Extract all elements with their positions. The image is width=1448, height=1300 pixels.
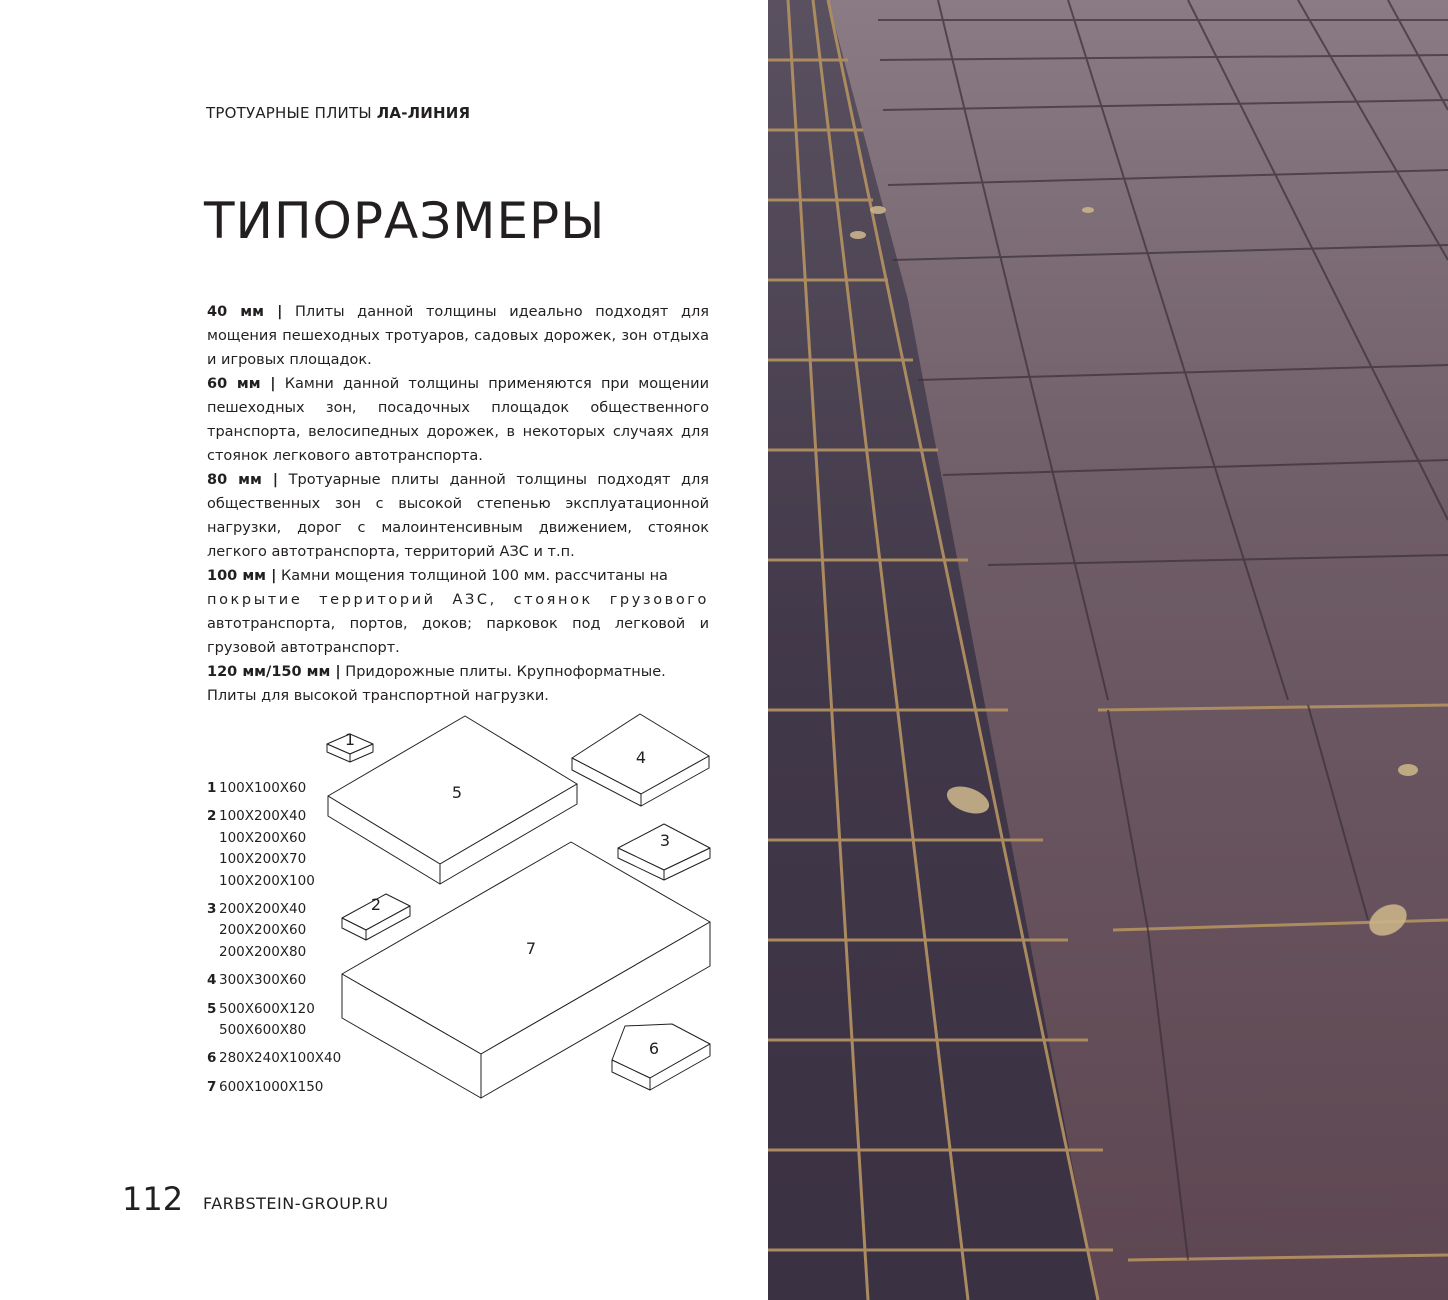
dim-group-4: 4 300X300X60 [207,972,307,989]
tile-3-label: 3 [659,831,671,850]
paragraph-100mm: 100 мм | Камни мощения толщиной 100 мм. рассчитаны на покрытие территорий АЗС, стоянок грузового автотранспорта, портов, доков; парковок под легковой и грузовой автотранспорт. [207,568,709,656]
tile-6-shape [612,1024,710,1090]
tile-5-label: 5 [451,783,463,802]
paragraph-60mm: 60 мм | Камни данной толщины применяются при мощении пешеходных зон, посадочных площадок общественного транспорта, велосипедных дорожек, в некоторых случаях для стоянок легкового автотранспорта. [207,376,709,464]
tile-1-label: 1 [344,730,356,749]
tile-6-label: 6 [648,1039,660,1058]
section-title-bold: ЛА-ЛИНИЯ [376,104,471,122]
page-heading: ТИПОРАЗМЕРЫ [204,192,606,250]
dim-group-2: 2 100X200X40 100X200X60 100X200X70 100X200X100 [207,808,315,889]
body-text [207,300,709,708]
dim-group-6: 6 280X240X100X40 [207,1050,342,1067]
dim-group-7: 7 600X1000X150 [207,1078,324,1095]
tile-7-label: 7 [525,939,537,958]
dim-group-1: 1 100X100X60 [207,780,307,796]
page-number: 112 [122,1180,184,1218]
paving-photo-illustration [768,0,1448,1300]
dim-group-3: 3 200X200X40 200X200X60 200X200X80 [207,901,307,960]
paving-photo [768,0,1448,1300]
tile-4-label: 4 [635,748,647,767]
tile-2-label: 2 [370,895,382,914]
website-url: FARBSTEIN-GROUP.RU [203,1194,389,1213]
paragraph-40mm: 40 мм | Плиты данной толщины идеально подходят для мощения пешеходных тротуаров, садовых дорожек, зон отдыха и игровых площадок. [207,304,709,368]
paragraph-120-150mm: 120 мм/150 мм | Придорожные плиты. Крупноформатные. Плиты для высокой транспортной нагрузки. [207,664,666,704]
dim-group-5: 5 500X600X120 500X600X80 [207,1000,315,1039]
dimensions-list [207,778,341,1105]
paragraph-80mm: 80 мм | Тротуарные плиты данной толщины подходят для общественных зон с высокой степенью эксплуатационной нагрузки, дорог с малоинтенсивным движением, стоянок легкого автотранспорта, территорий АЗС и т.п. [207,472,709,560]
section-title: ТРОТУАРНЫЕ ПЛИТЫ ЛА-ЛИНИЯ [206,104,471,122]
